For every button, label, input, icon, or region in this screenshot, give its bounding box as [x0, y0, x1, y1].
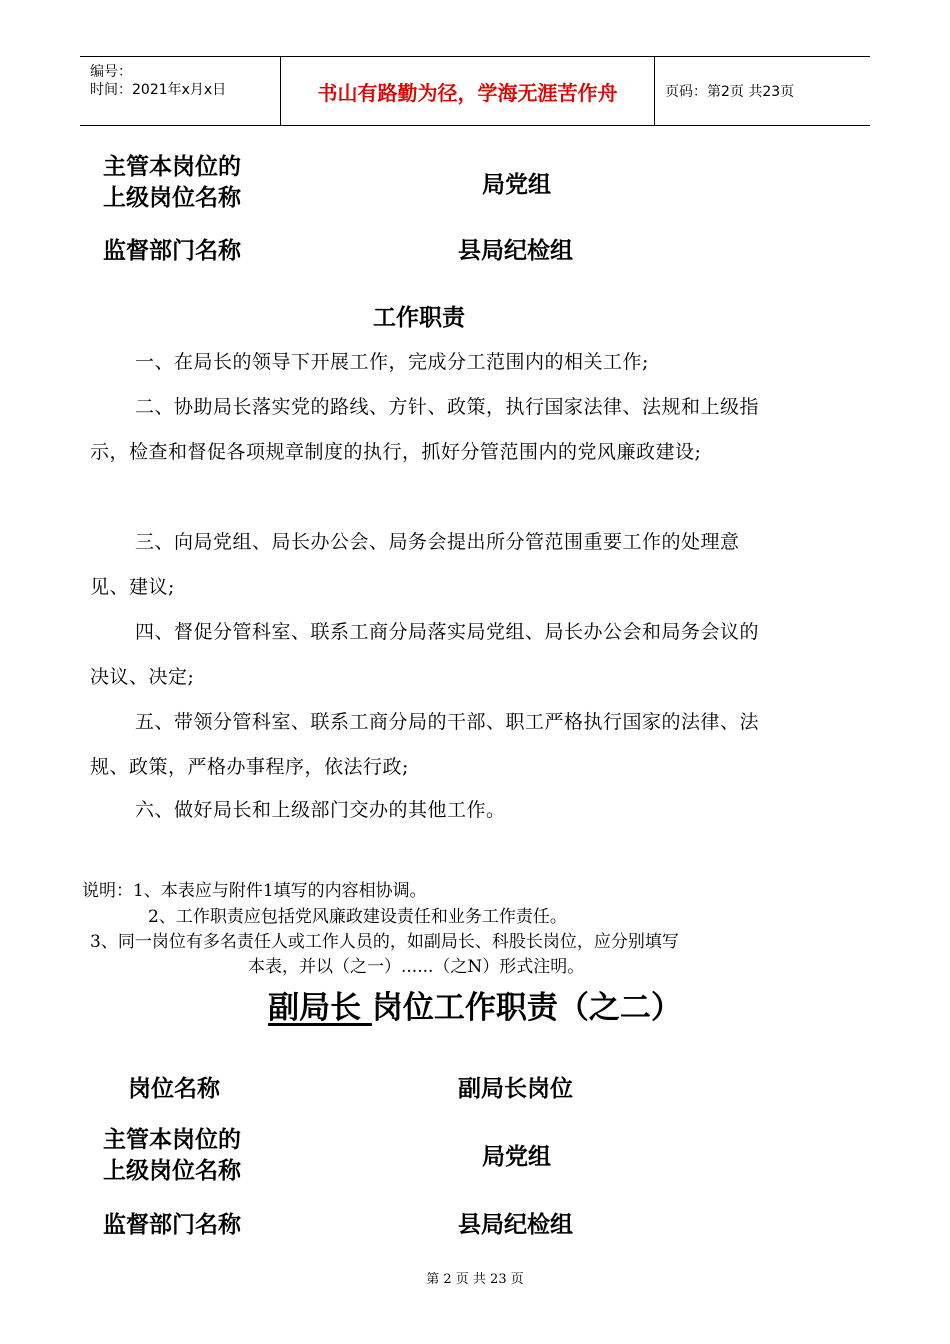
supervisor-label-2 [103, 1125, 241, 1187]
oversight-label-2: 监督部门名称 [103, 1212, 241, 1238]
page-footer: 第 2 页 共 23 页 [426, 1272, 524, 1287]
section2-title-underlined: 副局长 [268, 990, 372, 1026]
serial-label: 编号： [90, 64, 132, 80]
supervisor-label [103, 152, 241, 214]
duties-title: 工作职责 [373, 305, 465, 331]
header-meta [80, 57, 281, 125]
header-page-info: 页码：第2页 共23页 [665, 84, 795, 100]
oversight-value: 县局纪检组 [458, 238, 573, 264]
duty-item-4: 四、督促分管科室、联系工商分局落实局党组、局长办公会和局务会议的决议、决定; [90, 621, 760, 688]
time-label: 时间：2021年x月x日 [90, 82, 227, 98]
supervisor-value: 局党组 [482, 172, 551, 198]
supervisor-label-2-line2: 上级岗位名称 [103, 1158, 241, 1184]
document-header [80, 56, 870, 126]
oversight-label: 监督部门名称 [103, 238, 241, 264]
duty-item-3: 三、向局党组、局长办公会、局务会提出所分管范围重要工作的处理意见、建议; [90, 531, 740, 598]
duty-item-6: 六、做好局长和上级部门交办的其他工作。 [135, 799, 506, 821]
section2-title-rest: 岗位工作职责（之二） [371, 990, 682, 1026]
note-line-2: 2、工作职责应包括党风廉政建设责任和业务工作责任。 [148, 907, 567, 927]
header-motto: 书山有路勤为径，学海无涯苦作舟 [281, 57, 655, 125]
note-line-1: 说明：1、本表应与附件1填写的内容相协调。 [82, 881, 427, 901]
note-line-4: 本表，并以（之一）......（之N）形式注明。 [248, 957, 585, 977]
supervisor-value-2: 局党组 [482, 1144, 551, 1170]
supervisor-label-line2: 上级岗位名称 [103, 185, 241, 211]
duty-item-5: 五、带领分管科室、联系工商分局的干部、职工严格执行国家的法律、法规、政策，严格办事程序，依法行政; [90, 711, 760, 778]
oversight-value-2: 县局纪检组 [458, 1212, 573, 1238]
position-value: 副局长岗位 [458, 1076, 573, 1102]
duty-item-1: 一、在局长的领导下开展工作，完成分工范围内的相关工作; [135, 351, 649, 373]
note-line-3: 3、同一岗位有多名责任人或工作人员的，如副局长、科股长岗位，应分别填写 [90, 932, 679, 952]
section2-title [0, 982, 950, 1027]
supervisor-label-line1: 主管本岗位的 [103, 154, 241, 180]
duty-item-2: 二、协助局长落实党的路线、方针、政策，执行国家法律、法规和上级指示，检查和督促各项规章制度的执行，抓好分管范围内的党风廉政建设; [90, 396, 760, 463]
supervisor-label-2-line1: 主管本岗位的 [103, 1127, 241, 1153]
position-label: 岗位名称 [128, 1076, 220, 1102]
